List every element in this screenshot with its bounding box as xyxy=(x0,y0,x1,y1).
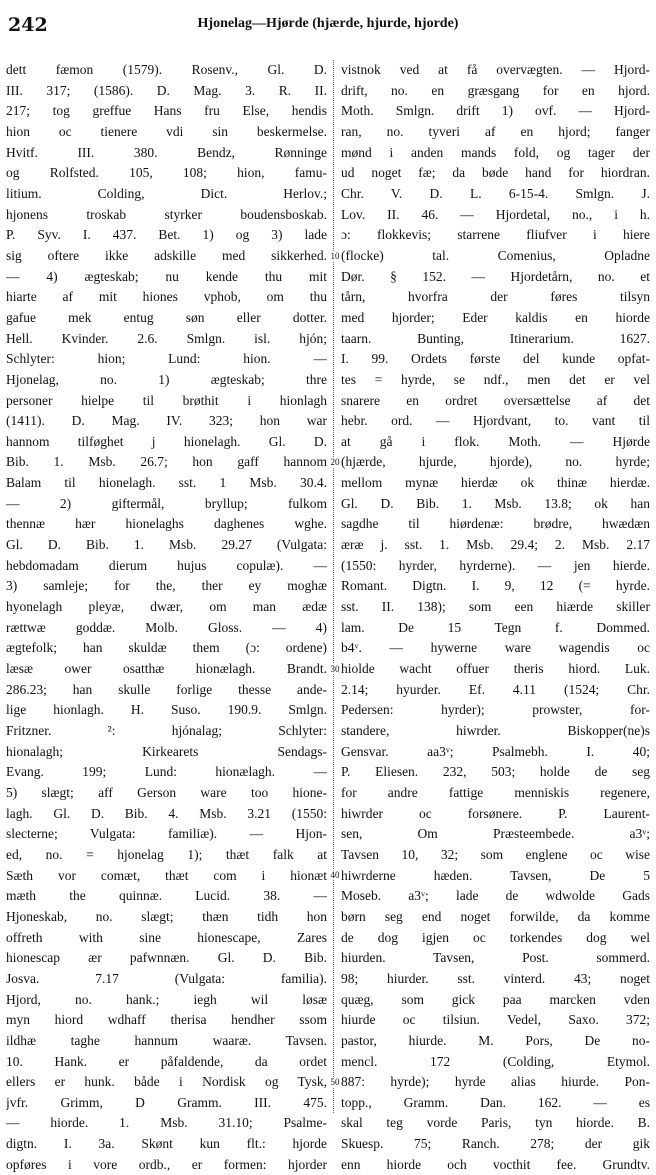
text-line: enn hiorde och vocthit fee. Grundtv. xyxy=(341,1156,650,1172)
text-line: mellom mynæ hierdæ ok thinæ hierdæ. xyxy=(341,475,650,491)
line-number: 30 xyxy=(330,663,340,674)
text-line: for andre fattige menniskis regenere, xyxy=(341,784,650,800)
text-line: hion oc tienere vdi sin beskermelse. xyxy=(6,123,327,139)
line-number: 50 xyxy=(330,1076,340,1087)
text-line: opføres i vore ordb., er formen: hjorder xyxy=(6,1156,327,1172)
text-line: hionescap ær pafwnnæn. Gl. D. Bib. xyxy=(6,950,327,966)
text-line: hebr. ord. — Hjordvant, to. vant til xyxy=(341,413,650,429)
text-line: pastor, hiurde. M. Pors, De no- xyxy=(341,1032,650,1048)
text-line: med hjorder; Eder kaldis en hiorde xyxy=(341,309,650,325)
text-line: hyonelagh pleyæ, dwær, om man ædæ xyxy=(6,599,327,615)
text-line: ellers er hunk. både i Nordisk og Tysk, xyxy=(6,1074,327,1090)
text-line: sen, Om Præsteembede. a3ᵛ; xyxy=(341,826,650,842)
text-line: gafue mek entug søn eller dotter. xyxy=(6,309,327,325)
text-line: I. 99. Ordets første del kunde opfat- xyxy=(341,351,650,367)
text-line: mencl. 172 (Colding, Etymol. xyxy=(341,1053,650,1069)
text-line: hjonens troskab styrker boudensboskab. xyxy=(6,206,327,222)
line-number: 10 xyxy=(330,250,340,261)
text-line: topp., Gramm. Dan. 162. — es xyxy=(341,1094,650,1110)
text-line: P. Syv. I. 437. Bet. 1) og 3) lade xyxy=(6,227,327,243)
text-line: hebdomadam dierum hujus copulæ). — xyxy=(6,557,327,573)
text-line: ed, no. = hjonelag 1); thæt falk at xyxy=(6,846,327,862)
text-line: — 4) ægteskab; nu kende thu mit xyxy=(6,268,327,284)
text-line: quæg, som gick paa marcken vden xyxy=(341,991,650,1007)
text-line: ægtefolk; han skuldæ them (ɔ: ordene) xyxy=(6,640,327,656)
text-line: b4ᵛ. — hywerne ware wagendis oc xyxy=(341,640,650,656)
text-line: Hvitf. III. 380. Bendz, Rønninge xyxy=(6,144,327,160)
text-line: Tavsen 10, 32; som englene oc wise xyxy=(341,846,650,862)
text-line: Fritzner. ²: hjónalag; Schlyter: xyxy=(6,723,327,738)
text-line: Gl. D. Bib. 1. Msb. 29.27 (Vulgata: xyxy=(6,537,327,553)
text-line: børn seg end noget forwilde, da komme xyxy=(341,908,650,924)
text-line: III. 317; (1586). D. Mag. 3. R. II. xyxy=(6,82,327,98)
text-line: Evang. 199; Lund: hionælagh. — xyxy=(6,764,327,780)
text-line: mæth the quinnæ. Lucid. 38. — xyxy=(6,888,327,904)
text-line: (1550: hyrder, hyrderne). — jen hierde. xyxy=(341,557,650,573)
text-line: Hell. Kvinder. 2.6. Smlgn. isl. hjón; xyxy=(6,330,327,346)
text-line: hannom tilføghet j hionelagh. Gl. D. xyxy=(6,433,327,449)
text-line: jvfr. Grimm, D Gramm. III. 475. xyxy=(6,1094,327,1110)
text-line: Schlyter: hion; Lund: hion. — xyxy=(6,351,327,367)
text-line: Hjord, no. hank.; iegh wil løsæ xyxy=(6,991,327,1007)
text-line: (flocke) tal. Comenius, Opladne xyxy=(341,247,650,263)
text-line: digtn. I. 3a. Skønt kun flt.: hjorde xyxy=(6,1136,327,1152)
text-line: — 2) giftermål, bryllup; fulkom xyxy=(6,495,327,511)
text-line: hiolde wacht offuer theris hiord. Luk. xyxy=(341,661,650,677)
text-line: 10. Hank. er påfaldende, da ordet xyxy=(6,1053,327,1069)
text-line: 5) slægt; aff Gerson ware too hione- xyxy=(6,784,327,800)
text-line: læsæ ower osatthæ hionælagh. Brandt. xyxy=(6,661,327,677)
text-line: 217; tog greffue Hans fru Else, hendis xyxy=(6,103,327,119)
text-line: ɔ: flokkevis; starrene fliufver i hiere xyxy=(341,227,650,243)
text-line: 98; hiurder. sst. vinterd. 43; noget xyxy=(341,970,650,986)
text-line: hionalagh; Kirkearets Sendags- xyxy=(6,743,327,759)
text-line: hiurden. Tavsen, Post. sommerd. xyxy=(341,950,650,966)
text-line: sst. II. 138); som een hiærde skiller xyxy=(341,599,650,615)
line-number: 40 xyxy=(330,870,340,881)
text-line: Romant. Digtn. I. 9, 12 (= hyrde. xyxy=(341,578,650,594)
text-line: personer hielpe til brøthit i hionlagh xyxy=(6,392,327,408)
text-line: Gl. D. Bib. 1. Msb. 13.8; ok han xyxy=(341,495,650,511)
text-line: (1411). D. Mag. IV. 323; hon war xyxy=(6,413,327,429)
text-line: Bib. 1. Msb. 26.7; hon gaff hannom xyxy=(6,454,327,470)
text-line: P. Eliesen. 232, 503; holde de seg xyxy=(341,764,650,780)
text-line: skal teg vorde Paris, tyn hiorde. B. xyxy=(341,1115,650,1131)
text-line: æræ j. sst. 1. Msb. 29.4; 2. Msb. 2.17 xyxy=(341,537,650,553)
text-line: Skuesp. 75; Ranch. 278; der gik xyxy=(341,1136,650,1152)
text-line: 286.23; han skulle forlige thesse ande- xyxy=(6,681,327,697)
text-line: dett fæmon (1579). Rosenv., Gl. D. xyxy=(6,62,327,77)
text-line: hiwrder oc forsønere. P. Laurent- xyxy=(341,805,650,821)
text-line: Josva. 7.17 (Vulgata: familia). xyxy=(6,970,327,986)
text-line: Dør. § 152. — Hjordetårn, no. et xyxy=(341,268,650,284)
text-line: taarn. Bunting, Itinerarium. 1627. xyxy=(341,330,650,346)
text-line: lige hionlagh. H. Suso. 190.9. Smlgn. xyxy=(6,702,327,718)
right-column xyxy=(341,60,650,1172)
text-line: at gå i flok. Moth. — Hjørde xyxy=(341,433,650,449)
page-header xyxy=(8,6,648,42)
text-line: 887: hyrde); hyrde alias hiurde. Pon- xyxy=(341,1074,650,1090)
text-line: sig oftere ikke adskille med sikkerhed. xyxy=(6,247,327,263)
text-line: Hjonelag, no. 1) ægteskab; thre xyxy=(6,371,327,387)
text-line: ildhæ taghe hannum waaræ. Tavsen. xyxy=(6,1032,327,1048)
text-line: Hjoneskab, no. slægt; thæn tidh hon xyxy=(6,908,327,924)
text-line: Moseb. a3ᵛ; lade de wdwolde Gads xyxy=(341,888,650,904)
page-number: 242 xyxy=(8,14,48,36)
text-line: 3) samleje; for the, ther ey moghæ xyxy=(6,578,327,594)
text-line: tårn, hvorfra der føres tilsyn xyxy=(341,289,650,305)
left-column xyxy=(6,60,327,1172)
column-divider xyxy=(333,60,334,1113)
text-line: ud noget fæ; da bøde hand for hiordran. xyxy=(341,165,650,181)
text-line: offreth with sine hionescape, Zares xyxy=(6,929,327,945)
text-line: — hiorde. 1. Msb. 31.10; Psalme- xyxy=(6,1115,327,1131)
text-line: 2.14; hyurder. Ef. 4.11 (1524; Chr. xyxy=(341,681,650,697)
text-line: rættwæ goddæ. Molb. Gloss. — 4) xyxy=(6,619,327,635)
text-line: tes = hyrde, se ndf., men det er vel xyxy=(341,371,650,387)
text-line: lam. De 15 Tegn f. Dommed. xyxy=(341,619,650,635)
text-line: hiurde oc tilsiun. Vedel, Saxo. 372; xyxy=(341,1012,650,1028)
text-line: thennæ hær hionelaghs daghenes wghe. xyxy=(6,516,327,532)
text-line: slecterne; Vulgata: familiæ). — Hjon- xyxy=(6,826,327,842)
text-line: (hjærde, hjurde, hjorde), no. hyrde; xyxy=(341,454,650,470)
text-line: mønd i anden mands fold, og tager der xyxy=(341,144,650,160)
text-line: og Rolfsted. 105, 108; hion, famu- xyxy=(6,165,327,181)
text-line: snarere en ordret oversættelse af det xyxy=(341,392,650,408)
text-line: Gensvar. aa3ᵛ; Psalmebh. I. 40; xyxy=(341,743,650,759)
text-line: Balam til hionelagh. sst. 1 Msb. 30.4. xyxy=(6,475,327,491)
text-line: de dog igjen oc torkendes dog wel xyxy=(341,929,650,945)
text-line: hiwrderne hæden. Tavsen, De 5 xyxy=(341,867,650,883)
text-line: ran, no. tyveri af en hjord; fanger xyxy=(341,123,650,139)
text-line: myn hiord wdhaff therisa hendher ssom xyxy=(6,1012,327,1028)
text-line: Sæth vor comæt, thæt com i hionæt xyxy=(6,867,327,883)
running-head: Hjonelag—Hjørde (hjærde, hjurde, hjorde) xyxy=(197,16,459,31)
text-line: standere, hiwrder. Biskopper(ne)s xyxy=(341,723,650,738)
text-line: lagh. Gl. D. Bib. 4. Msb. 3.21 (1550: xyxy=(6,805,327,821)
text-line: Chr. V. D. L. 6-15-4. Smlgn. J. xyxy=(341,185,650,201)
text-line: litium. Colding, Dict. Herlov.; xyxy=(6,185,327,201)
text-line: hiarte af mit hiones vphob, om thu xyxy=(6,289,327,305)
text-line: Pedersen: hyrder); prowster, for- xyxy=(341,702,650,718)
text-line: Lov. II. 46. — Hjordetal, no., i h. xyxy=(341,206,650,222)
text-line: vistnok ved at få overvægten. — Hjord- xyxy=(341,62,650,77)
text-line: drift, no. en græsgang for en hjord. xyxy=(341,82,650,98)
text-line: sagdhe til hiørdenæ: brødre, hwædæn xyxy=(341,516,650,532)
line-number: 20 xyxy=(330,457,340,468)
text-line: Moth. Smlgn. drift 1) ovf. — Hjord- xyxy=(341,103,650,119)
